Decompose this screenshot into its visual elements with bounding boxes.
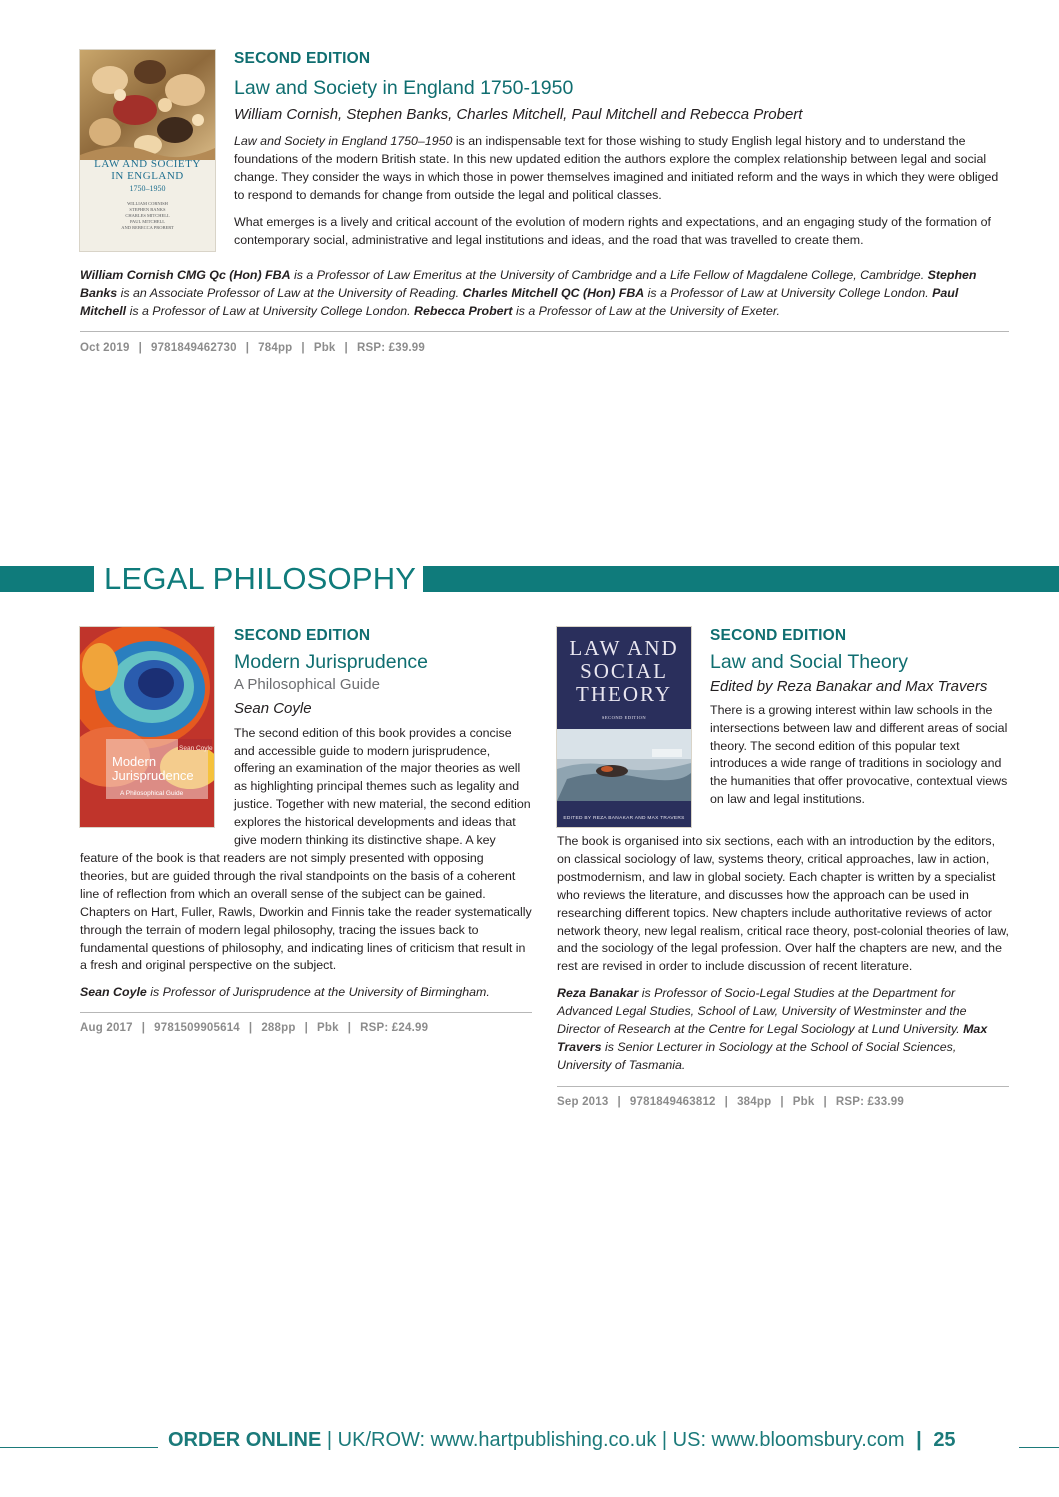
- book1-cover-image[interactable]: [80, 50, 215, 251]
- book1-desc-title-italic: Law and Society in England 1750–1950: [234, 134, 453, 148]
- book1-title[interactable]: Law and Society in England 1750-1950: [234, 77, 574, 99]
- book1-pub-date: Oct 2019: [80, 342, 130, 354]
- section-band-left: [0, 566, 94, 592]
- book3-pages: 384pp: [737, 1095, 772, 1108]
- book2-divider: [80, 1012, 532, 1013]
- book2-entry: [80, 626, 532, 1034]
- book2-cover-title-line2: Jurisprudence: [112, 768, 194, 783]
- footer-uk-link[interactable]: UK/ROW: www.hartpublishing.co.uk: [337, 1429, 657, 1451]
- book2-author-bio: Sean Coyle is Professor of Jurisprudence at the University of Birmingham.: [80, 985, 490, 1000]
- book3-edition-label: SECOND EDITION: [710, 627, 847, 644]
- book2-title[interactable]: Modern Jurisprudence: [234, 650, 429, 673]
- book1-desc-p2: What emerges is a lively and critical account of the evolution of modern rights and expectations, and an engaging study of the formation of contemporary social, administrative and legal institutions and ideas, and the road that was travelled to create them.: [234, 214, 991, 247]
- book1-cover-title-line2: IN ENGLAND: [111, 170, 184, 182]
- footer-order-online: ORDER ONLINE: [168, 1429, 322, 1451]
- book2-pages: 288pp: [261, 1022, 296, 1035]
- book3-author-bio: Reza Banakar is Professor of Socio-Legal Studies at the Department for Advanced Legal Studies, School of Law, University of Westminster and the Director of Research at the Centre for Legal Sociology at Lund University. Max Travers is Senior Lecturer in Sociology at the School of Social Sciences, University of Tasmania.: [557, 986, 988, 1072]
- book1-cover-painting: [80, 50, 215, 160]
- book2-meta: Aug 2017 | 9781509905614 | 288pp | Pbk | RSP: £24.99: [80, 1022, 429, 1035]
- book1-authors: William Cornish, Stephen Banks, Charles Mitchell, Paul Mitchell and Rebecca Probert: [234, 106, 803, 123]
- book1-isbn: 9781849462730: [150, 342, 237, 354]
- book3-cover-editors: EDITED BY REZA BANAKAR AND MAX TRAVERS: [563, 816, 685, 821]
- book1-cover-authors: WILLIAM CORNISH STEPHEN BANKS CHARLES MITCHELL PAUL MITCHELL AND REBECCA PROBERT: [121, 201, 174, 230]
- book1-pages: 784pp: [258, 342, 293, 354]
- book3-cover-title-line1: LAW AND: [569, 636, 679, 660]
- book3-cover-image[interactable]: [557, 627, 691, 827]
- book2-cover-subtitle: A Philosophical Guide: [120, 790, 184, 797]
- book1-price: RSP: £39.99: [356, 342, 425, 354]
- section-band-right: [423, 566, 1059, 592]
- book3-isbn: 9781849463812: [629, 1095, 716, 1108]
- book3-desc-p1: There is a growing interest within law schools in the intersections between law and different areas of social theory. The second edition of this popular text introduces a wide range of traditions in sociology and the humanities that offer provocative, contextual views on law and legal institutions.: [710, 702, 1008, 807]
- book1-divider: [80, 331, 1009, 332]
- footer-line-right: [1019, 1447, 1059, 1448]
- book2-subtitle: A Philosophical Guide: [234, 675, 380, 693]
- book1-entry: [80, 48, 1010, 354]
- book3-pub-date: Sep 2013: [557, 1095, 609, 1108]
- section-heading: LEGAL PHILOSOPHY: [104, 561, 417, 596]
- book3-format: Pbk: [792, 1095, 815, 1108]
- footer-sep-2: |: [661, 1429, 668, 1451]
- book3-cover-photo: [557, 729, 691, 801]
- book3-meta: Sep 2013 | 9781849463812 | 384pp | Pbk | RSP: £33.99: [557, 1095, 904, 1108]
- book3-price: RSP: £33.99: [835, 1095, 904, 1108]
- book1-edition-label: SECOND EDITION: [234, 50, 371, 67]
- book3-entry: [557, 626, 1010, 1108]
- book1-format: Pbk: [313, 342, 336, 354]
- book2-cover-image[interactable]: [80, 627, 214, 827]
- book1-author-bio: William Cornish CMG Qc (Hon) FBA is a Professor of Law Emeritus at the University of Cambridge and a Life Fellow of Magdalene College, Cambridge. Stephen Banks is an Associate Professor of Law at the University of Reading. Charles Mitchell QC (Hon) FBA is a Professor of Law at University College London. Paul Mitchell is a Professor of Law at University College London. Rebecca Probert is a Professor of Law at the University of Exeter.: [80, 268, 977, 318]
- book2-price: RSP: £24.99: [360, 1022, 429, 1035]
- book1-description: [234, 133, 1012, 249]
- page-number: 25: [933, 1429, 956, 1451]
- book3-authors: Edited by Reza Banakar and Max Travers: [710, 677, 988, 695]
- book1-cover-years: 1750–1950: [129, 184, 166, 193]
- book2-isbn: 9781509905614: [154, 1022, 240, 1035]
- footer-sep-3: |: [916, 1429, 922, 1451]
- footer-us-link[interactable]: US: www.bloomsbury.com: [672, 1429, 905, 1451]
- book3-desc-p2: The book is organised into six sections, each with an introduction by the editors, on classical sociology of law, systems theory, critical approaches, law in action, postmodernism, and law in global society. Each chapter is written by a specialist who reviews the literature, and discusses how the approach can be used in researching different topics. New chapters include authoritative reviews of actor network theory, new legal realism, critical race theory, post-colonial theories of law, and the sociology of the legal profession. Over half the chapters are new, and the rest are revised in order to include discussion of recent literature.: [557, 834, 1009, 974]
- book3-title[interactable]: Law and Social Theory: [710, 650, 909, 673]
- book3-divider: [557, 1086, 1009, 1087]
- book2-pub-date: Aug 2017: [80, 1022, 133, 1035]
- footer-sep-1: |: [326, 1429, 333, 1451]
- footer-line-left: [0, 1447, 158, 1448]
- book2-edition-label: SECOND EDITION: [234, 627, 371, 644]
- book3-cover-title-line3: THEORY: [576, 682, 672, 706]
- book1-cover-title-line1: LAW AND SOCIETY: [94, 158, 201, 170]
- book2-description: The second edition of this book provides a concise and accessible guide to modern jurisprudence, offering an examination of the major theories as well as highlighting principal themes such as legality and justice. Together with new material, the second edition explores the historical developments and ideas that give modern thinking its distinctive shape. A key feature of the book is that readers are not simply presented with opposing theories, but are guided through the rival standpoints on the basis of a coherent line of reflection from which an overall sense of the subject can be gained. Chapters on Hart, Fuller, Rawls, Dworkin and Finnis take the reader systematically through the terrain of modern legal philosophy, tracing the issues back to fundamental questions of philosophy, and indicating lines of criticism that result in a fresh and original perspective on the subject.: [80, 725, 532, 973]
- book2-cover-author: Sean Coyle: [179, 745, 213, 752]
- footer: [168, 1429, 956, 1452]
- book2-authors: Sean Coyle: [234, 699, 312, 717]
- book1-desc-p1: is an indispensable text for those wishing to study English legal history and to understand the foundations of the modern British state. In this new updated edition the authors explore the complex relationship between legal and social change. They consider the ways in which those in power themselves imagined and initiated reform and the ways in which they were obliged to respond to demands for change from outside the legal and political classes.: [234, 134, 999, 202]
- book3-cover-edition: SECOND EDITION: [601, 715, 647, 720]
- book2-cover-title-line1: Modern: [112, 754, 157, 769]
- book3-cover-title-line2: SOCIAL: [580, 659, 668, 683]
- book1-meta: Oct 2019 | 9781849462730 | 784pp | Pbk | RSP: £39.99: [80, 342, 425, 354]
- book2-format: Pbk: [317, 1022, 339, 1035]
